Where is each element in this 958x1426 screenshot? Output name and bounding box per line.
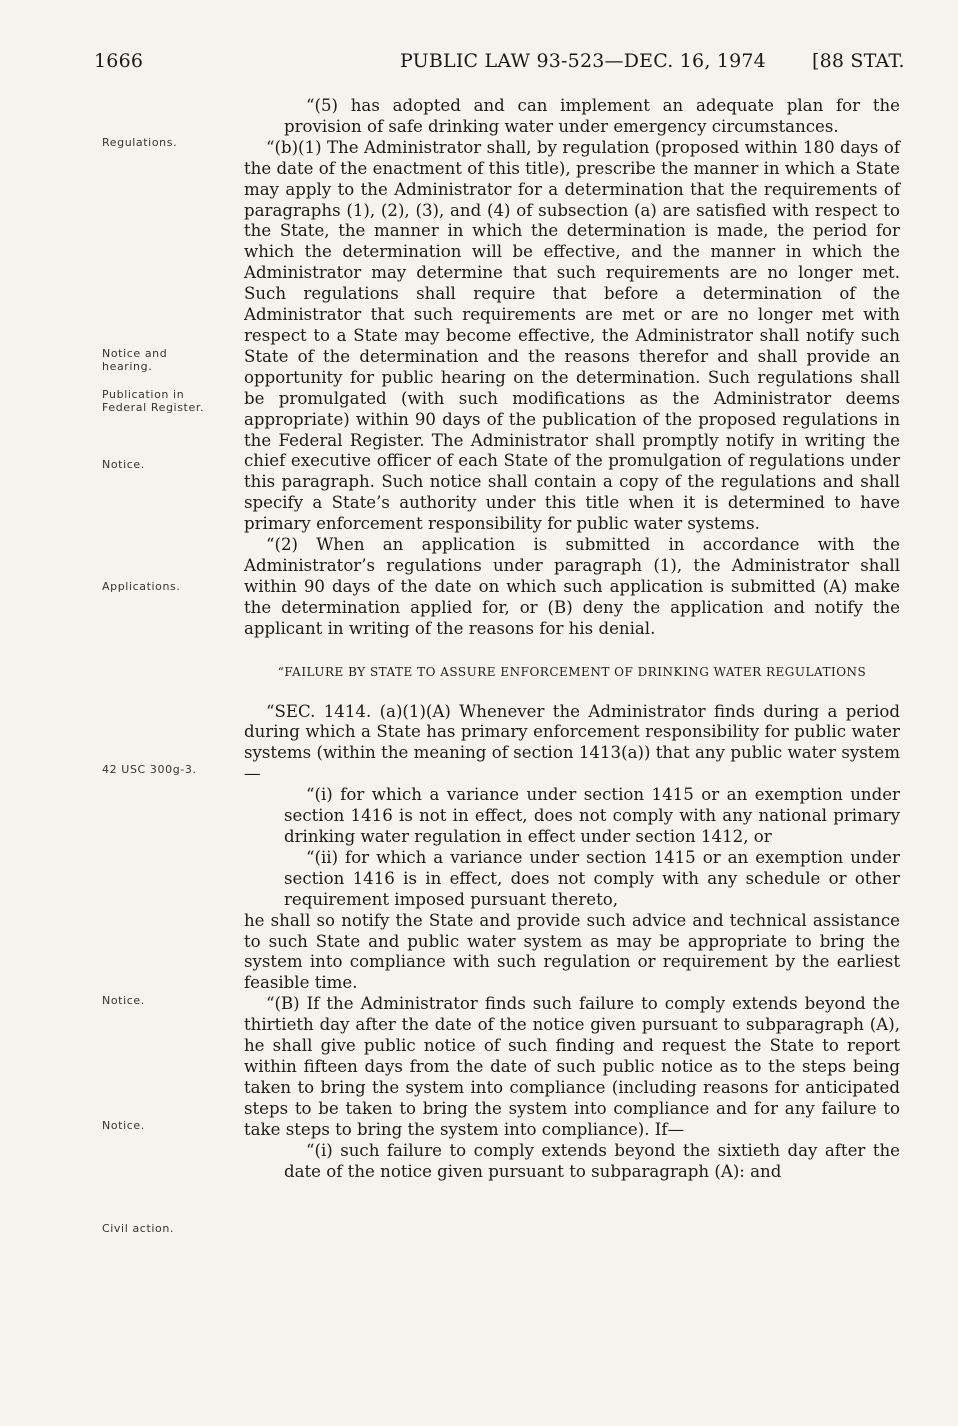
statute-reference: [88 STAT. (812, 50, 905, 72)
notify-paragraph: he shall so notify the State and provide such advice and technical assistance to such State and public water system as may be appropriate to bring the system into compliance with such regulation or requirement by the earliest feasible time. (244, 910, 900, 993)
section-1414-intro: “SEC. 1414. (a)(1)(A) Whenever the Administrator finds during a period during which a State has primary enforcement responsibility for public water systems (within the meaning of section 1413(a)) that any public water system— (244, 701, 900, 784)
clause-ii: “(ii) for which a variance under section 1415 or an exemption under section 1416 is in effect, does not comply with any schedule or other requirement imposed pursuant thereto, (284, 847, 900, 909)
margin-note-civil-action: Civil action. (102, 1222, 175, 1235)
margin-note-notice-and-hearing: Notice and hearing. (102, 347, 168, 373)
margin-note-applications: Applications. (102, 580, 181, 593)
paragraph-5: “(5) has adopted and can implement an adequate plan for the provision of safe drinking water under emergency circumstances. (284, 96, 900, 136)
margin-note-notice-1: Notice. (102, 458, 145, 471)
page-number: 1666 (94, 50, 144, 72)
running-title: PUBLIC LAW 93-523—DEC. 16, 1974 (400, 50, 766, 72)
paragraph-b1: “(b)(1) The Administrator shall, by regulation (proposed within 180 days of the date of the enactment of this title), prescribe the manner in which a State may apply to the Administrator for a determination that the requirements of paragraphs (1), (2), (3), and (4) of subsection (a) are satisfied with respect to the State, the manner in which the determination is made, the period for which the determination will be effective, and the manner in which the Administrator may determine that such requirements are no longer met. Such regulations shall require that before a determination of the Administrator that such requirements are met or are no longer met with respect to a State may become effective, the Administrator shall notify such State of the determination and the reasons therefor and shall provide an opportunity for public hearing on the determination. Such regulations shall be promulgated (with such modifications as the Administrator deems appropriate) within 90 days of the publication of the proposed regulations in the Federal Register. The Administrator shall promptly notify in writing the chief executive officer of each State of the promulgation of regulations under this paragraph. Such notice shall contain a copy of the regulations and shall specify a State’s authority under this title when it is determined to have primary enforcement responsibility for public water systems. (244, 137, 900, 534)
clause-i: “(i) for which a variance under section 1415 or an exemption under section 1416 is not in effect, does not comply with any national primary drinking water regulation in effect under section 1412, or (284, 785, 900, 846)
subparagraph-b: “(B) If the Administrator finds such failure to comply extends beyond the thirtieth day after the date of the notice given pursuant to subparagraph (A), he shall give public notice of such finding and request the State to report within fifteen days from the date of such public notice as to the steps being taken to bring the system into compliance (including reasons for anticipated steps to be taken to bring the system into compliance and for any failure to take steps to bring the system into compliance). If— (244, 994, 900, 1139)
margin-note-regulations: Regulations. (102, 136, 178, 149)
margin-note-notice-2: Notice. (102, 994, 145, 1007)
margin-note-notice-3: Notice. (102, 1119, 145, 1132)
margin-note-usc-citation: 42 USC 300g-3. (102, 763, 197, 776)
body-text (244, 96, 900, 1182)
margin-note-publication: Publication in Federal Register. (102, 388, 205, 414)
section-heading: “FAILURE BY STATE TO ASSURE ENFORCEMENT OF DRINKING WATER REGULATIONS (277, 664, 867, 679)
clause-i-sixtieth-day: “(i) such failure to comply extends beyond the sixtieth day after the date of the notice given pursuant to subparagraph (A): and (284, 1140, 900, 1181)
paragraph-2: “(2) When an application is submitted in accordance with the Administrator’s regulations under paragraph (1), the Administrator shall within 90 days of the date on which such application is submitted (A) make the determination applied for, or (B) deny the application and notify the applicant in writing of the reasons for his denial. (244, 535, 900, 638)
